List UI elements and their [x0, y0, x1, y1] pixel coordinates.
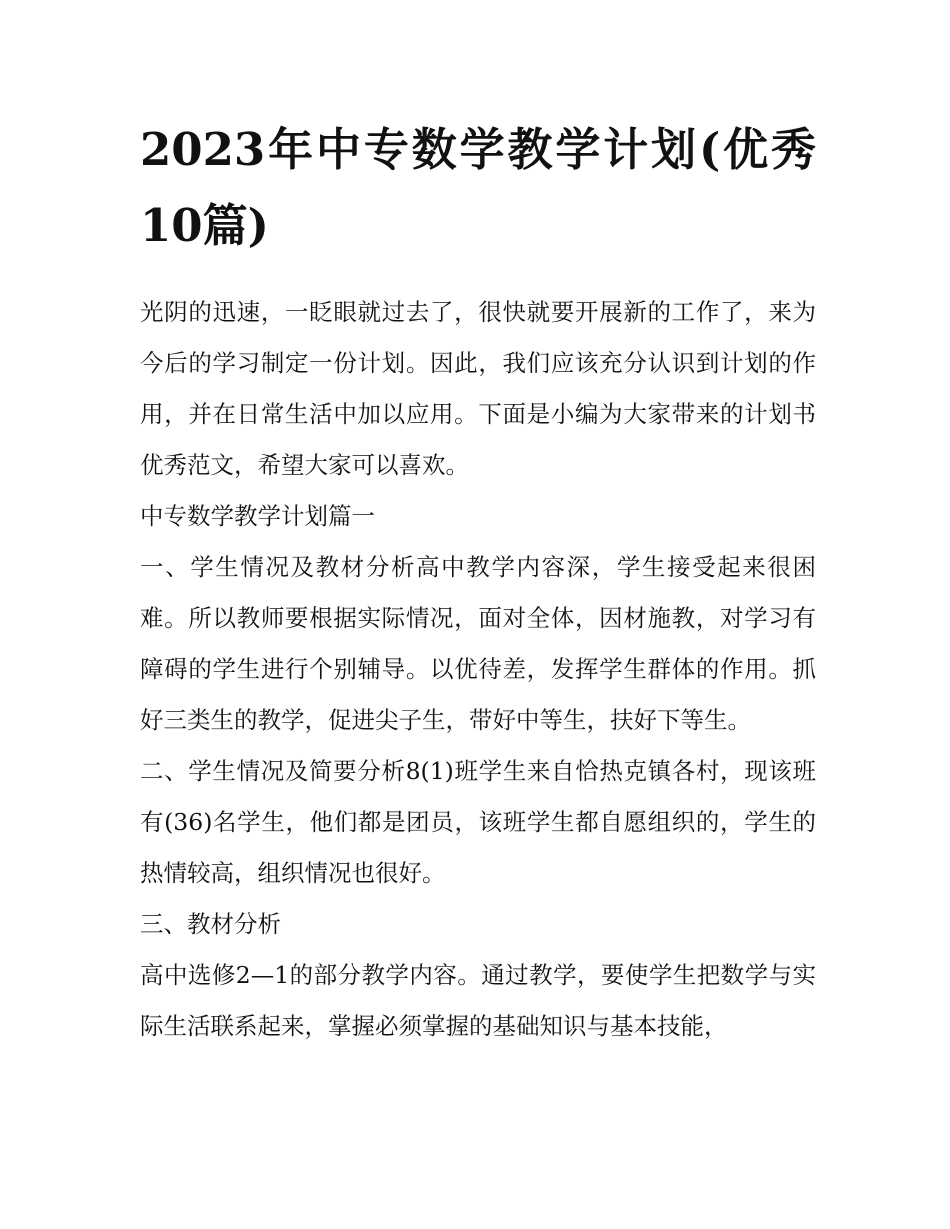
document-body	[140, 287, 816, 1052]
document-page	[140, 112, 816, 1052]
intro-paragraph: 光阴的迅速，一眨眼就过去了，很快就要开展新的工作了，来为今后的学习制定一份计划。因此，我们应该充分认识到计划的作用，并在日常生活中加以应用。下面是小编为大家带来的计划书优秀范文，希望大家可以喜欢。	[140, 298, 816, 479]
section-heading-plan-one: 中专数学教学计划篇一	[140, 502, 375, 530]
paragraph-student-and-textbook-analysis: 一、学生情况及教材分析高中教学内容深，学生接受起来很困难。所以教师要根据实际情况，面对全体，因材施教，对学习有障碍的学生进行个别辅导。以优待差，发挥学生群体的作用。抓好三类生的教学，促进尖子生，带好中等生，扶好下等生。	[140, 553, 816, 734]
paragraph-textbook-content: 高中选修2—1的部分教学内容。通过教学，要使学生把数学与实际生活联系起来，掌握必须掌握的基础知识与基本技能，	[140, 961, 816, 1040]
section-heading-textbook-analysis: 三、教材分析	[140, 910, 281, 938]
document-title: 2023年中专数学教学计划(优秀10篇)	[140, 123, 816, 252]
paragraph-student-situation: 二、学生情况及简要分析8(1)班学生来自恰热克镇各村，现该班有(36)名学生，他们都是团员，该班学生都自愿组织的，学生的热情较高，组织情况也很好。	[140, 757, 816, 887]
